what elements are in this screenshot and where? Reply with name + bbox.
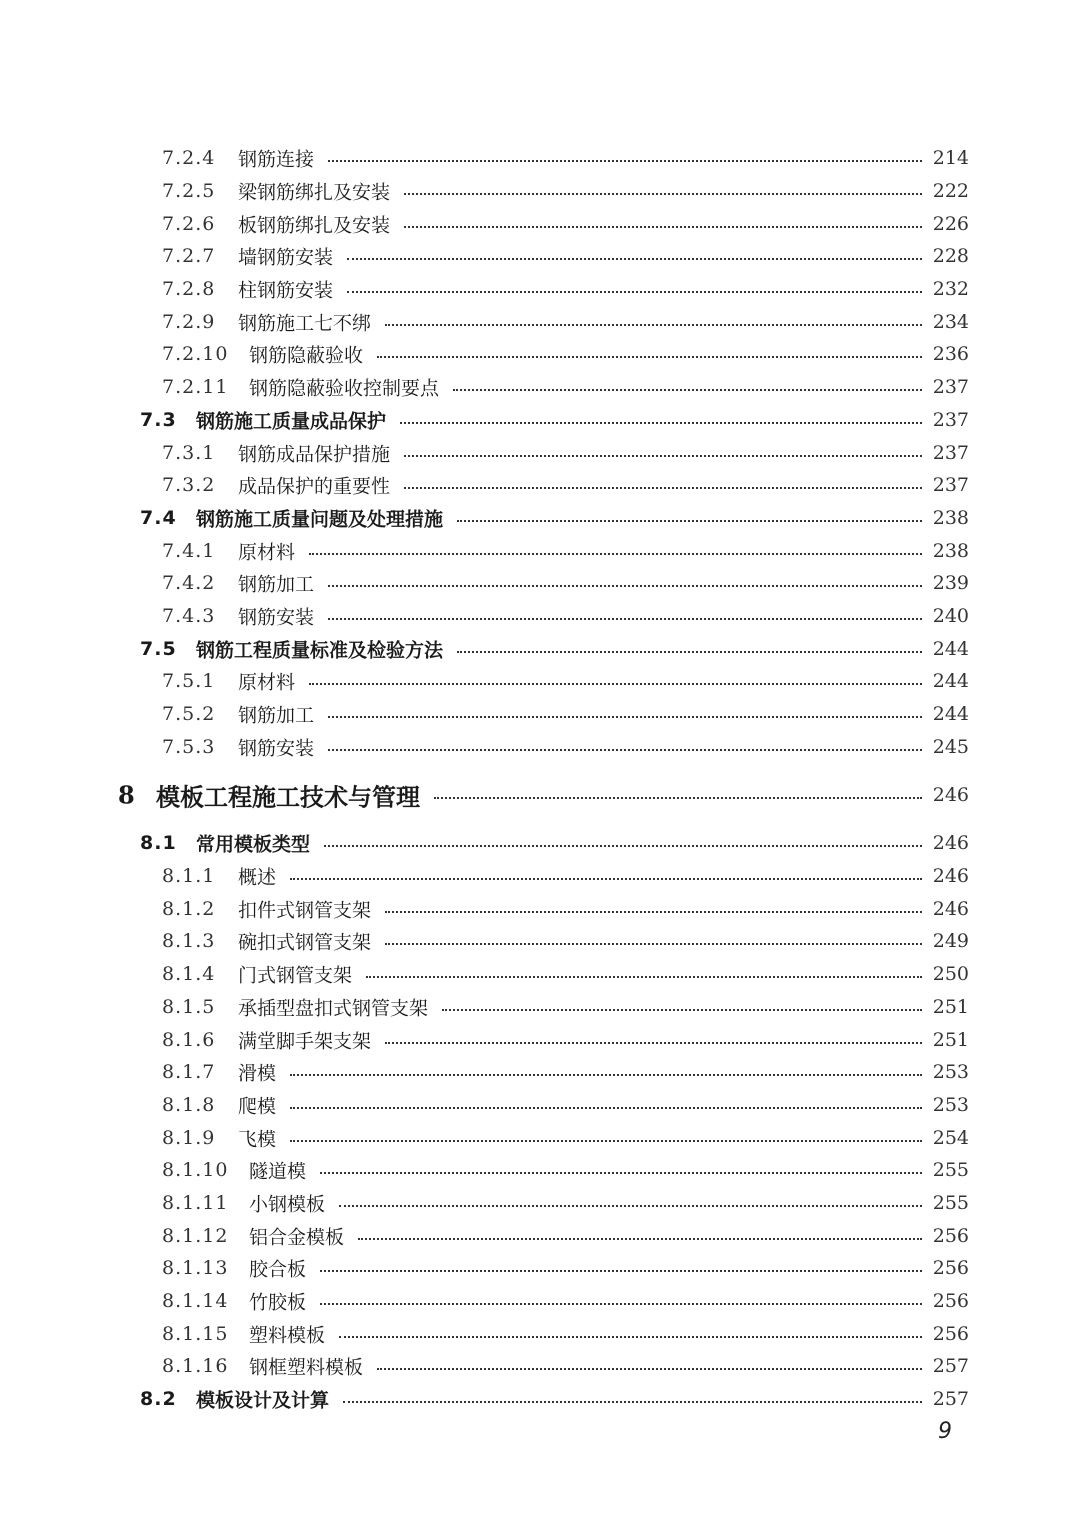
dot-leader: [400, 422, 922, 424]
toc-entry-title: 模板工程施工技术与管理: [156, 782, 420, 812]
dot-leader: [290, 1107, 922, 1109]
toc-entry[interactable]: [0, 730, 1080, 763]
dot-leader: [385, 1042, 922, 1044]
toc-entry-number: 8.1.16: [162, 1355, 229, 1378]
toc-entry[interactable]: [0, 207, 1080, 240]
toc-entry-number: 8.1.5: [162, 995, 216, 1018]
toc-entry[interactable]: [0, 1285, 1080, 1318]
toc-entry[interactable]: [0, 600, 1080, 633]
dot-leader: [457, 520, 922, 522]
toc-entry-number: 7.5: [140, 637, 177, 660]
toc-entry-title: 门式钢管支架: [238, 964, 353, 987]
toc-entry[interactable]: [0, 567, 1080, 600]
dot-leader: [343, 1401, 922, 1403]
toc-entry-number: 8.2: [140, 1388, 177, 1411]
toc-entry[interactable]: [0, 142, 1080, 175]
toc-entry[interactable]: [0, 925, 1080, 958]
toc-entry[interactable]: [0, 1350, 1080, 1383]
toc-entry-page: 236: [932, 343, 969, 366]
toc-entry-number: 8.1.2: [162, 897, 216, 920]
toc-entry-title: 成品保护的重要性: [238, 475, 391, 498]
toc-entry-number: 7.2.10: [162, 343, 229, 366]
toc-entry-page: 257: [932, 1388, 969, 1411]
dot-leader: [385, 943, 922, 945]
toc-entry-page: 238: [932, 506, 969, 529]
page-number: 9: [938, 1419, 952, 1444]
toc-entry[interactable]: [0, 1023, 1080, 1056]
toc-entry-number: 8.1.1: [162, 865, 216, 888]
toc-entry-page: 251: [932, 995, 969, 1018]
toc-entry[interactable]: [0, 502, 1080, 535]
toc-entry-number: 7.3: [140, 408, 177, 431]
toc-entry-page: 239: [932, 572, 969, 595]
toc-entry-title: 承插型盘扣式钢管支架: [238, 997, 429, 1020]
toc-entry-number: 7.3.1: [162, 441, 216, 464]
toc-entry-number: 8.1.7: [162, 1061, 216, 1084]
dot-leader: [290, 1074, 922, 1076]
toc-entry-title: 钢筋安装: [238, 606, 315, 629]
toc-entry-page: 226: [932, 212, 969, 235]
toc-entry-title: 胶合板: [249, 1258, 307, 1281]
toc-entry-page: 245: [932, 735, 969, 758]
toc-entry-number: 7.2.11: [162, 376, 229, 399]
dot-leader: [309, 683, 922, 685]
toc-entry-page: 232: [932, 278, 969, 301]
toc-entry-page: 244: [932, 703, 969, 726]
toc-entry-number: 7.5.3: [162, 735, 216, 758]
toc-entry-page: 214: [932, 147, 969, 170]
dot-leader: [309, 553, 922, 555]
toc-entry-page: 246: [932, 784, 969, 807]
toc-entry-number: 7.4.1: [162, 539, 216, 562]
toc-entry-title: 竹胶板: [249, 1291, 307, 1314]
dot-leader: [328, 618, 922, 620]
toc-entry-title: 柱钢筋安装: [238, 279, 334, 302]
toc-entry-title: 小钢模板: [249, 1193, 326, 1216]
toc-entry[interactable]: [0, 1056, 1080, 1089]
toc-entry[interactable]: [0, 860, 1080, 893]
toc-entry[interactable]: [0, 1219, 1080, 1252]
toc-entry-number: 8.1.14: [162, 1290, 229, 1313]
toc-entry-title: 钢筋加工: [238, 704, 315, 727]
toc-entry-title: 梁钢筋绑扎及安装: [238, 181, 391, 204]
dot-leader: [347, 291, 922, 293]
toc-entry-page: 237: [932, 376, 969, 399]
toc-entry-page: 237: [932, 474, 969, 497]
toc-entry-title: 铝合金模板: [249, 1226, 345, 1249]
toc-entry[interactable]: [0, 175, 1080, 208]
dot-leader: [290, 878, 922, 880]
toc-entry-number: 8.1.8: [162, 1093, 216, 1116]
dot-leader: [339, 1336, 922, 1338]
dot-leader: [385, 324, 922, 326]
dot-leader: [457, 651, 922, 653]
toc-entry-page: 246: [932, 832, 969, 855]
toc-entry-title: 钢筋安装: [238, 737, 315, 760]
toc-entry-number: 8.1: [140, 832, 177, 855]
dot-leader: [453, 389, 922, 391]
toc-entry-page: 237: [932, 408, 969, 431]
toc-entry-number: 7.2.6: [162, 212, 216, 235]
toc-entry[interactable]: [0, 827, 1080, 860]
toc-entry-title: 塑料模板: [249, 1324, 326, 1347]
toc-entry[interactable]: [0, 436, 1080, 469]
toc-entry-page: 240: [932, 604, 969, 627]
toc-entry-title: 扣件式钢管支架: [238, 899, 372, 922]
toc-entry[interactable]: [0, 958, 1080, 991]
toc-entry-number: 7.2.9: [162, 310, 216, 333]
toc-entry[interactable]: [0, 469, 1080, 502]
toc-entry-title: 钢筋加工: [238, 573, 315, 596]
toc-entry-number: 8.1.13: [162, 1257, 229, 1280]
toc-entry[interactable]: [0, 1383, 1080, 1416]
toc-entry[interactable]: [0, 1121, 1080, 1154]
dot-leader: [328, 585, 922, 587]
toc-entry-page: 253: [932, 1093, 969, 1116]
toc-entry-page: 254: [932, 1126, 969, 1149]
toc-entry-number: 7.4.2: [162, 572, 216, 595]
toc-entry-page: 257: [932, 1355, 969, 1378]
dot-leader: [377, 1368, 922, 1370]
toc-entry-number: 7.2.4: [162, 147, 216, 170]
toc-entry-title: 钢框塑料模板: [249, 1356, 364, 1379]
toc-entry-number: 8.1.6: [162, 1028, 216, 1051]
toc-entry[interactable]: [0, 1317, 1080, 1350]
toc-entry-page: 228: [932, 245, 969, 268]
toc-entry-title: 墙钢筋安装: [238, 246, 334, 269]
toc-entry-number: 7.5.2: [162, 703, 216, 726]
toc-entry-page: 234: [932, 310, 969, 333]
toc-entry-page: 249: [932, 930, 969, 953]
toc-entry-title: 钢筋连接: [238, 148, 315, 171]
toc-entry-number: 7.5.1: [162, 670, 216, 693]
toc-entry-page: 222: [932, 180, 969, 203]
toc-entry[interactable]: [0, 1154, 1080, 1187]
toc-entry-number: 8.1.15: [162, 1322, 229, 1345]
toc-entry-number: 8.1.10: [162, 1159, 229, 1182]
toc-entry-page: 255: [932, 1191, 969, 1214]
toc-entry[interactable]: [0, 632, 1080, 665]
toc-entry[interactable]: [0, 1252, 1080, 1285]
toc-entry-page: 256: [932, 1322, 969, 1345]
dot-leader: [347, 258, 922, 260]
dot-leader: [404, 193, 922, 195]
toc-entry-title: 钢筋施工七不绑: [238, 312, 372, 335]
toc-entry-title: 钢筋隐蔽验收: [249, 344, 364, 367]
toc-entry-page: 256: [932, 1257, 969, 1280]
toc-entry-page: 244: [932, 670, 969, 693]
dot-leader: [434, 797, 922, 799]
toc-entry[interactable]: [0, 1187, 1080, 1220]
toc-entry-title: 钢筋工程质量标准及检验方法: [196, 639, 444, 662]
toc-entry-title: 原材料: [238, 671, 296, 694]
toc-entry-number: 8.1.9: [162, 1126, 216, 1149]
toc-entry-page: 237: [932, 441, 969, 464]
toc-entry[interactable]: [0, 1089, 1080, 1122]
toc-entry-page: 250: [932, 963, 969, 986]
toc-entry-title: 钢筋隐蔽验收控制要点: [249, 377, 440, 400]
toc-entry[interactable]: [0, 305, 1080, 338]
toc-entry-title: 飞模: [238, 1128, 277, 1151]
toc-entry-number: 7.2.8: [162, 278, 216, 301]
toc-entry-title: 滑模: [238, 1062, 277, 1085]
dot-leader: [328, 160, 922, 162]
toc-entry-title: 碗扣式钢管支架: [238, 931, 372, 954]
toc-entry-title: 板钢筋绑扎及安装: [238, 214, 391, 237]
toc-entry-page: 255: [932, 1159, 969, 1182]
toc-entry[interactable]: [0, 404, 1080, 437]
dot-leader: [339, 1205, 922, 1207]
toc-entry-number: 7.2.5: [162, 180, 216, 203]
dot-leader: [404, 455, 922, 457]
toc-entry-number: 7.3.2: [162, 474, 216, 497]
toc-entry-page: 256: [932, 1290, 969, 1313]
toc-entry[interactable]: [0, 371, 1080, 404]
toc-entry-page: 253: [932, 1061, 969, 1084]
dot-leader: [328, 716, 922, 718]
toc-entry-number: 8: [118, 780, 136, 810]
toc-entry-title: 钢筋施工质量问题及处理措施: [196, 508, 444, 531]
toc-entry[interactable]: [0, 991, 1080, 1024]
toc-entry[interactable]: [0, 273, 1080, 306]
toc-entry-page: 244: [932, 637, 969, 660]
toc-entry-page: 238: [932, 539, 969, 562]
toc-entry-title: 满堂脚手架支架: [238, 1030, 372, 1053]
toc-entry-page: 246: [932, 865, 969, 888]
toc-entry[interactable]: [0, 534, 1080, 567]
toc-entry[interactable]: [0, 763, 1080, 827]
toc-entry-number: 8.1.11: [162, 1191, 229, 1214]
toc-entry[interactable]: [0, 892, 1080, 925]
dot-leader: [404, 487, 922, 489]
toc-entry-title: 钢筋施工质量成品保护: [196, 410, 387, 433]
dot-leader: [320, 1303, 922, 1305]
dot-leader: [328, 749, 922, 751]
dot-leader: [290, 1140, 922, 1142]
toc-entry-number: 8.1.12: [162, 1224, 229, 1247]
toc-entry-title: 模板设计及计算: [196, 1389, 330, 1412]
toc-entry-title: 爬模: [238, 1095, 277, 1118]
toc-entry-number: 7.2.7: [162, 245, 216, 268]
toc-entry-number: 8.1.3: [162, 930, 216, 953]
toc-entry-title: 钢筋成品保护措施: [238, 443, 391, 466]
toc-entry[interactable]: [0, 698, 1080, 731]
toc-entry-title: 概述: [238, 866, 277, 889]
toc-entry-title: 常用模板类型: [196, 833, 311, 856]
toc-entry[interactable]: [0, 240, 1080, 273]
toc-entry-page: 251: [932, 1028, 969, 1051]
dot-leader: [366, 976, 922, 978]
dot-leader: [320, 1270, 922, 1272]
toc-entry-page: 256: [932, 1224, 969, 1247]
toc-entry-title: 原材料: [238, 541, 296, 564]
dot-leader: [442, 1009, 922, 1011]
toc-entry-page: 246: [932, 897, 969, 920]
toc-entry-number: 7.4.3: [162, 604, 216, 627]
dot-leader: [358, 1238, 922, 1240]
dot-leader: [324, 845, 922, 847]
toc-entry-title: 隧道模: [249, 1160, 307, 1183]
toc-entry-number: 8.1.4: [162, 963, 216, 986]
toc-entry[interactable]: [0, 665, 1080, 698]
toc-entry-number: 7.4: [140, 506, 177, 529]
dot-leader: [404, 226, 922, 228]
table-of-contents: [0, 142, 1080, 1415]
toc-entry[interactable]: [0, 338, 1080, 371]
dot-leader: [320, 1172, 922, 1174]
dot-leader: [385, 911, 922, 913]
dot-leader: [377, 356, 922, 358]
